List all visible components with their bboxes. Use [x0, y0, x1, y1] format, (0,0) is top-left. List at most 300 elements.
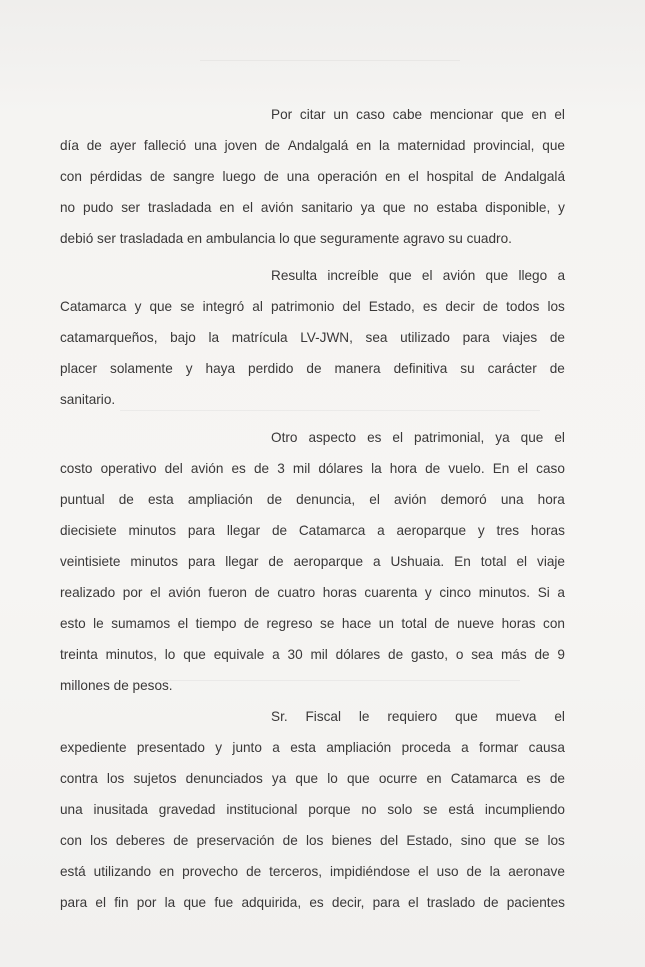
paragraph-1-line: debió ser trasladada en ambulancia lo que seguramente agravo su cuadro.	[60, 231, 512, 246]
word: provincial,	[473, 138, 535, 153]
word: con	[60, 833, 82, 848]
word: llegar	[226, 523, 261, 538]
word: la	[164, 895, 176, 910]
paragraph-3-line	[60, 584, 565, 602]
word: proceda	[401, 740, 451, 755]
word: en	[159, 864, 175, 879]
word: Andalgalá	[504, 169, 565, 184]
word: operativo	[100, 461, 157, 476]
paragraph-3-line	[60, 615, 565, 633]
word: esta	[147, 492, 174, 507]
word: Andalgalá	[287, 138, 349, 153]
word: el	[517, 461, 529, 476]
word: sanitario	[301, 200, 353, 215]
word: se	[180, 299, 195, 314]
word: utilizado	[400, 330, 450, 345]
word: hace	[341, 616, 372, 631]
word: utilizando	[93, 864, 152, 879]
word: y	[558, 200, 565, 215]
word: preservación	[196, 833, 275, 848]
word: hospital	[426, 169, 474, 184]
word: total	[401, 616, 428, 631]
word: caso	[356, 107, 385, 122]
word: solamente	[110, 361, 173, 376]
word: la	[489, 864, 501, 879]
word: el	[392, 430, 404, 445]
word: lo	[164, 647, 176, 662]
word: el	[554, 107, 565, 122]
word: el	[408, 169, 419, 184]
word: junto	[232, 740, 262, 755]
word: le	[358, 709, 370, 724]
word: del	[342, 299, 361, 314]
word: a	[272, 740, 280, 755]
word: dólares	[318, 461, 363, 476]
word: y	[134, 299, 142, 314]
word: para	[187, 523, 216, 538]
word: En	[454, 554, 471, 569]
word: bajo	[170, 330, 196, 345]
word: que	[346, 771, 370, 786]
word: patrimonial,	[414, 430, 485, 445]
word: el	[516, 554, 528, 569]
word: aeronave	[508, 864, 565, 879]
word: para	[60, 895, 88, 910]
word: decir	[445, 299, 475, 314]
paragraph-3-line	[60, 460, 565, 478]
word: los	[547, 833, 565, 848]
paragraph-2-line	[60, 298, 565, 316]
word: cinco	[439, 585, 472, 600]
word: impidiéndose	[330, 864, 411, 879]
word: dólares	[335, 647, 381, 662]
word: día	[60, 138, 79, 153]
word: increíble	[327, 268, 379, 283]
word: que	[493, 833, 517, 848]
word: se	[423, 802, 438, 817]
paragraph-2-line	[271, 267, 565, 285]
paragraph-4-line	[60, 894, 565, 912]
word: aeroparque	[396, 523, 467, 538]
word: adquirida,	[241, 895, 302, 910]
word: y	[477, 523, 485, 538]
word: sumamos	[111, 616, 171, 631]
word: tres	[496, 523, 520, 538]
word: de	[481, 169, 497, 184]
word: pudo	[83, 200, 114, 215]
word: solo	[387, 802, 413, 817]
word: puntual	[60, 492, 105, 507]
bleed-through-line	[200, 60, 460, 61]
word: que	[455, 709, 478, 724]
word: caso	[536, 461, 565, 476]
word: ya	[495, 430, 510, 445]
word: pacientes	[506, 895, 565, 910]
word: manera	[334, 361, 381, 376]
word: perdido	[248, 361, 294, 376]
word: Otro	[271, 430, 298, 445]
word: que	[183, 647, 206, 662]
word: nueve	[457, 616, 495, 631]
word: el	[554, 430, 565, 445]
word: total	[480, 554, 507, 569]
word: los	[106, 771, 125, 786]
word: de	[425, 461, 441, 476]
word: minutos	[128, 523, 177, 538]
word: viaje	[537, 554, 565, 569]
word: porque	[308, 802, 351, 817]
word: en	[356, 138, 372, 153]
word: y	[215, 740, 223, 755]
word: una	[500, 492, 524, 507]
word: de	[271, 523, 288, 538]
word: de	[482, 299, 499, 314]
paragraph-4-line	[60, 770, 565, 788]
word: ampliación	[326, 740, 392, 755]
word: avión	[393, 492, 427, 507]
word: todos	[506, 299, 540, 314]
word: un	[333, 107, 349, 122]
paragraph-3-line	[60, 553, 565, 571]
word: de	[549, 361, 565, 376]
word: LV-JWN,	[300, 330, 353, 345]
word: el	[242, 200, 253, 215]
word: es	[231, 461, 246, 476]
word: de	[266, 492, 283, 507]
word: se	[524, 833, 540, 848]
word: es	[309, 895, 324, 910]
paragraph-2-line	[60, 360, 565, 378]
word: minutos.	[478, 585, 531, 600]
word: el	[421, 268, 433, 283]
word: de	[254, 585, 270, 600]
word: Catamarca	[298, 523, 366, 538]
word: en	[219, 200, 235, 215]
paragraph-1-line	[60, 199, 565, 217]
word: los	[90, 833, 108, 848]
word: de	[246, 864, 262, 879]
word: el	[150, 585, 161, 600]
word: la	[371, 461, 382, 476]
word: fueron	[208, 585, 247, 600]
word: que	[485, 268, 509, 283]
word: el	[554, 709, 565, 724]
word: luego	[222, 169, 256, 184]
word: treinta	[60, 647, 98, 662]
word: fue	[214, 895, 234, 910]
word: con	[543, 616, 565, 631]
word: ampliación	[187, 492, 253, 507]
word: Sr.	[271, 709, 288, 724]
paragraph-4-line	[271, 708, 565, 726]
word: de	[282, 833, 298, 848]
word: inusitada	[93, 802, 148, 817]
word: provecho	[182, 864, 239, 879]
word: no	[60, 200, 76, 215]
word: formar	[479, 740, 519, 755]
word: avión	[190, 461, 224, 476]
word: traslado	[426, 895, 476, 910]
word: de	[534, 647, 550, 662]
word: hora	[537, 492, 565, 507]
word: es	[367, 430, 382, 445]
word: de	[253, 461, 270, 476]
paragraph-4-line	[60, 801, 565, 819]
word: bienes	[331, 833, 372, 848]
word: veintisiete	[60, 554, 121, 569]
word: no	[361, 802, 377, 817]
word: de	[86, 138, 102, 153]
word: cuatro	[277, 585, 316, 600]
word: un	[378, 616, 394, 631]
word: esta	[290, 740, 316, 755]
word: está	[60, 864, 86, 879]
word: tiempo	[195, 616, 237, 631]
word: de	[549, 771, 565, 786]
word: Si	[537, 585, 550, 600]
word: de	[388, 647, 404, 662]
word: avión	[442, 268, 476, 283]
word: de	[173, 833, 189, 848]
word: denunciados	[185, 771, 263, 786]
word: a	[461, 740, 469, 755]
word: ayer	[109, 138, 137, 153]
word: causa	[528, 740, 565, 755]
word: a	[373, 554, 381, 569]
word: citar	[299, 107, 326, 122]
word: gasto,	[410, 647, 449, 662]
word: Estado,	[406, 833, 453, 848]
word: el	[177, 616, 189, 631]
word: expediente	[60, 740, 127, 755]
word: de	[306, 361, 322, 376]
word: ya	[360, 200, 375, 215]
word: horas	[501, 616, 536, 631]
word: cuarenta	[364, 585, 418, 600]
word: a	[557, 585, 565, 600]
word: incumpliendo	[484, 802, 565, 817]
word: de	[149, 169, 166, 184]
word: sino	[460, 833, 486, 848]
word: matrícula	[231, 330, 288, 345]
word: aspecto	[308, 430, 357, 445]
paragraph-3-line	[60, 491, 565, 509]
paragraph-3-line	[271, 429, 565, 447]
word: maternidad	[397, 138, 466, 153]
word: está	[448, 802, 475, 817]
word: la	[208, 330, 220, 345]
word: trasladada	[147, 200, 212, 215]
word: horas	[322, 585, 357, 600]
word: fin	[114, 895, 129, 910]
word: los	[547, 299, 565, 314]
word: para	[372, 895, 400, 910]
word: llegar	[225, 554, 259, 569]
word: ocurre	[378, 771, 418, 786]
word: que	[295, 771, 319, 786]
word: con	[60, 169, 82, 184]
paragraph-3-line	[60, 522, 565, 540]
word: por	[136, 895, 157, 910]
word: en	[385, 169, 401, 184]
word: más	[500, 647, 527, 662]
word: hora	[389, 461, 417, 476]
word: o	[455, 647, 464, 662]
word: regreso	[266, 616, 313, 631]
word: que	[382, 200, 406, 215]
word: el	[369, 492, 380, 507]
word: demoró	[440, 492, 487, 507]
word: el	[95, 895, 107, 910]
word: falleció	[143, 138, 187, 153]
word: ya	[271, 771, 287, 786]
word: avión	[168, 585, 201, 600]
word: patrimonio	[270, 299, 335, 314]
word: minutos,	[105, 647, 157, 662]
word: denuncia,	[296, 492, 356, 507]
word: joven	[224, 138, 258, 153]
word: lo	[327, 771, 338, 786]
word: avión	[260, 200, 294, 215]
word: mil	[310, 647, 328, 662]
word: mueva	[495, 709, 537, 724]
word: de	[466, 864, 482, 879]
word: es	[526, 771, 541, 786]
word: 30	[287, 647, 303, 662]
word: aeroparque	[293, 554, 364, 569]
word: el	[408, 895, 419, 910]
word: de	[483, 895, 499, 910]
word: sea	[471, 647, 494, 662]
word: Catamarca	[60, 299, 127, 314]
word: deberes	[115, 833, 165, 848]
word: gravedad	[158, 802, 216, 817]
word: sujetos	[133, 771, 177, 786]
word: Por	[271, 107, 293, 122]
word: y	[424, 585, 432, 600]
word: mil	[292, 461, 311, 476]
word: institucional	[226, 802, 298, 817]
word: decir,	[331, 895, 365, 910]
word: de	[263, 169, 279, 184]
word: su	[460, 361, 475, 376]
word: viajes	[502, 330, 538, 345]
word: por	[122, 585, 143, 600]
word: Estado,	[368, 299, 415, 314]
word: sangre	[173, 169, 215, 184]
word: que	[542, 138, 565, 153]
word: no	[413, 200, 429, 215]
word: para	[462, 330, 490, 345]
word: una	[60, 802, 83, 817]
word: al	[252, 299, 263, 314]
word: uso	[436, 864, 459, 879]
word: definitiva	[393, 361, 448, 376]
word: Catamarca	[450, 771, 518, 786]
word: integró	[202, 299, 245, 314]
word: ser	[121, 200, 141, 215]
word: equivale	[213, 647, 265, 662]
word: del	[379, 833, 399, 848]
word: es	[422, 299, 438, 314]
word: sea	[365, 330, 388, 345]
word: 3	[277, 461, 285, 476]
paragraph-4-line	[60, 832, 565, 850]
word: diecisiete	[60, 523, 117, 538]
word: requiero	[387, 709, 438, 724]
paragraph-2-line	[60, 329, 565, 347]
word: horas	[530, 523, 565, 538]
paragraph-1-line	[60, 168, 565, 186]
word: costo	[60, 461, 93, 476]
word: de	[264, 138, 280, 153]
word: una	[286, 169, 310, 184]
bleed-through-line	[160, 680, 520, 681]
word: y	[185, 361, 193, 376]
word: catamarqueños,	[60, 330, 158, 345]
word: presentado	[136, 740, 205, 755]
word: de	[243, 616, 260, 631]
paragraph-3-line	[60, 646, 565, 664]
word: de	[118, 492, 134, 507]
word: de	[268, 554, 284, 569]
word: carácter	[487, 361, 537, 376]
word: Ushuaia.	[390, 554, 445, 569]
word: Fiscal	[305, 709, 341, 724]
word: a	[377, 523, 385, 538]
word: 9	[557, 647, 565, 662]
word: de	[549, 330, 565, 345]
paragraph-3-line: millones de pesos.	[60, 678, 173, 693]
bleed-through-line	[120, 410, 540, 411]
word: le	[93, 616, 104, 631]
word: contra	[60, 771, 98, 786]
word: vuelo.	[448, 461, 485, 476]
word: en	[426, 771, 442, 786]
word: haya	[205, 361, 236, 376]
paragraph-1-line	[60, 137, 565, 155]
word: del	[164, 461, 183, 476]
word: operación	[317, 169, 378, 184]
word: terceros,	[269, 864, 323, 879]
word: estaba	[436, 200, 478, 215]
word: En	[492, 461, 510, 476]
word: de	[434, 616, 450, 631]
word: realizado	[60, 585, 116, 600]
word: a	[557, 268, 565, 283]
paragraph-4-line	[60, 863, 565, 881]
paragraph-4-line	[60, 739, 565, 757]
word: placer	[60, 361, 98, 376]
word: se	[320, 616, 335, 631]
word: esto	[60, 616, 86, 631]
word: la	[379, 138, 390, 153]
word: el	[418, 864, 429, 879]
word: pérdidas	[89, 169, 143, 184]
word: disponible,	[485, 200, 551, 215]
word: los	[306, 833, 324, 848]
paragraph-2-line: sanitario.	[60, 392, 116, 407]
word: que	[388, 268, 412, 283]
word: minutos	[130, 554, 179, 569]
word: llego	[518, 268, 548, 283]
word: a	[272, 647, 280, 662]
word: que	[149, 299, 173, 314]
word: que	[520, 430, 544, 445]
word: en	[531, 107, 547, 122]
word: que	[501, 107, 524, 122]
word: una	[194, 138, 217, 153]
